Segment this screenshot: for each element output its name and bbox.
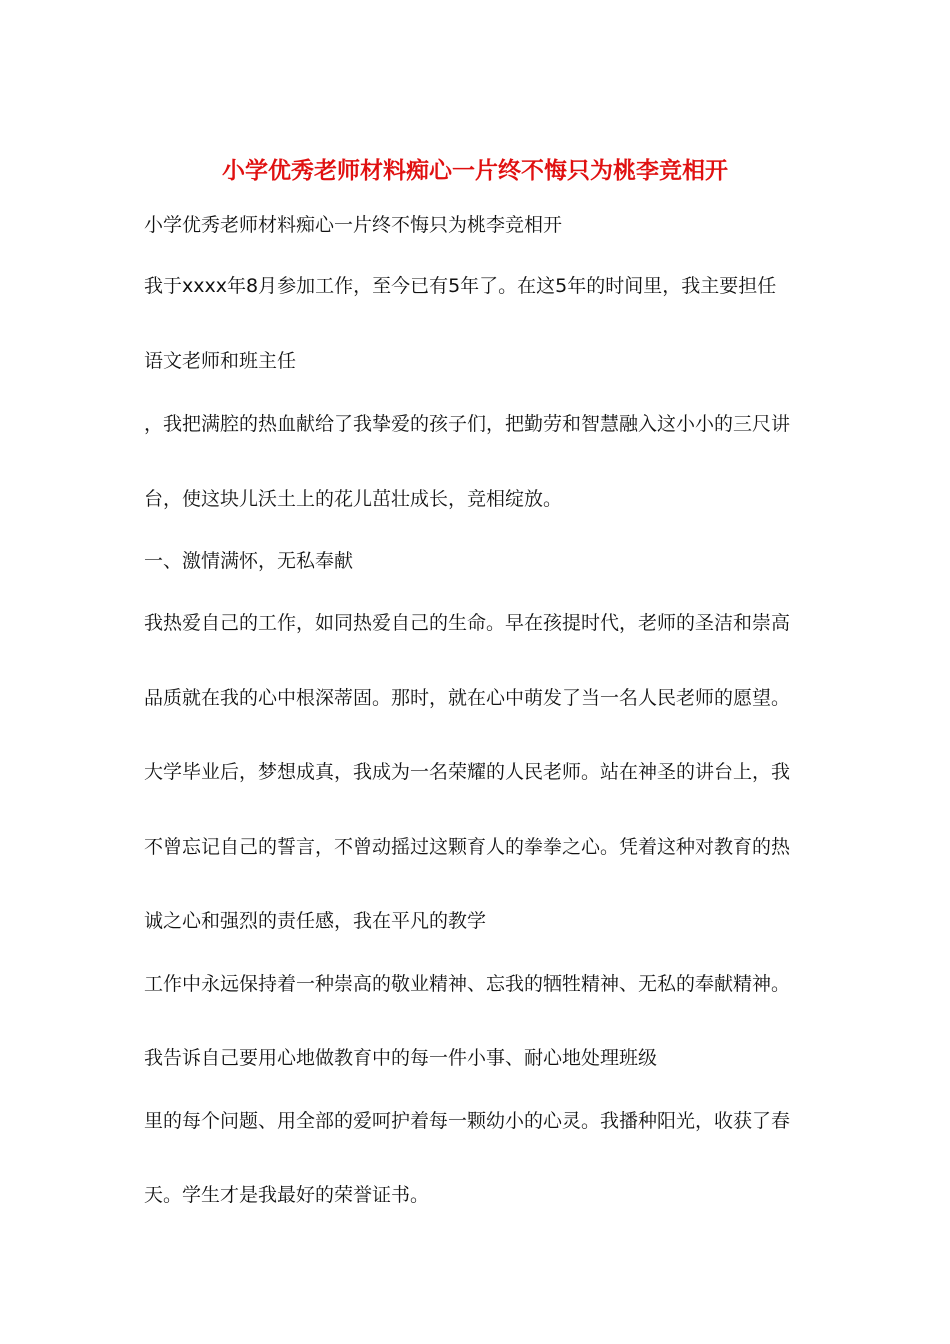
body-line: 品质就在我的心中根深蒂固。那时，就在心中萌发了当一名人民老师的愿望。 xyxy=(144,687,791,709)
body-line: 大学毕业后，梦想成真，我成为一名荣耀的人民老师。站在神圣的讲台上，我 xyxy=(144,761,791,783)
body-line: 我于xxxx年8月参加工作，至今已有5年了。在这5年的时间里，我主要担任 xyxy=(144,275,777,297)
body-line: 语文老师和班主任 xyxy=(144,350,297,372)
body-line: 诚之心和强烈的责任感，我在平凡的教学 xyxy=(144,910,487,932)
section-heading: 一、激情满怀，无私奉献 xyxy=(144,550,354,572)
body-line: ，我把满腔的热血献给了我挚爱的孩子们，把勤劳和智慧融入这小小的三尺讲 xyxy=(144,413,791,435)
body-line: 台，使这块儿沃土上的花儿茁壮成长，竞相绽放。 xyxy=(144,488,563,510)
body-line: 我热爱自己的工作，如同热爱自己的生命。早在孩提时代，老师的圣洁和崇高 xyxy=(144,612,791,634)
body-line: 工作中永远保持着一种崇高的敬业精神、忘我的牺牲精神、无私的奉献精神。 xyxy=(144,973,791,995)
subtitle-line: 小学优秀老师材料痴心一片终不悔只为桃李竞相开 xyxy=(144,214,563,236)
document-title: 小学优秀老师材料痴心一片终不悔只为桃李竞相开 xyxy=(222,157,728,184)
body-line: 我告诉自己要用心地做教育中的每一件小事、耐心地处理班级 xyxy=(144,1047,658,1069)
body-line: 里的每个问题、用全部的爱呵护着每一颗幼小的心灵。我播种阳光，收获了春 xyxy=(144,1110,791,1132)
body-line: 天。学生才是我最好的荣誉证书。 xyxy=(144,1184,430,1206)
body-line: 不曾忘记自己的誓言，不曾动摇过这颗育人的拳拳之心。凭着这种对教育的热 xyxy=(144,836,791,858)
